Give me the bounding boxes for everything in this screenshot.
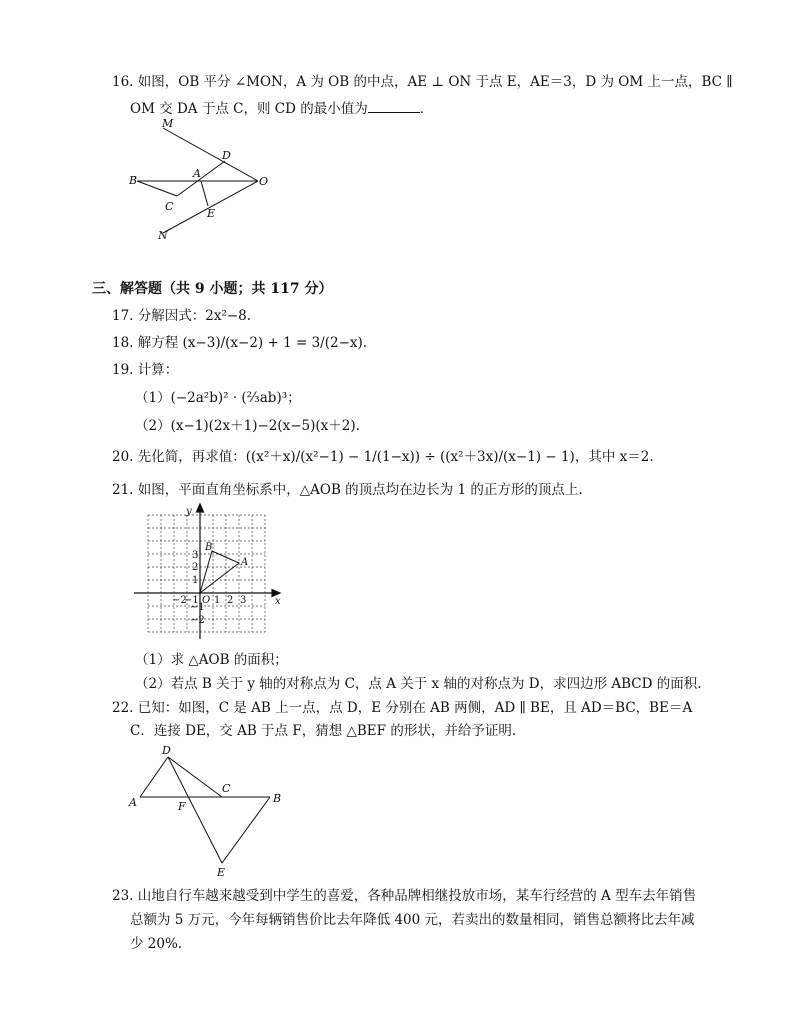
label-N: N — [158, 229, 168, 242]
triangle-aob — [200, 551, 239, 593]
tick-x-1: 1 — [214, 595, 221, 606]
segment-de — [168, 757, 222, 863]
label-O: O — [259, 175, 269, 188]
q19-part2: （2）(x−1)(2x＋1)−2(x−5)(x＋2). — [135, 418, 360, 434]
q16-line2 — [130, 98, 433, 119]
segment-ad — [140, 757, 168, 797]
label-C: C — [165, 200, 174, 213]
label-B: B — [129, 174, 138, 187]
q19-title: 19. 计算： — [112, 362, 179, 378]
point-b-label: B — [205, 542, 213, 553]
label-E: E — [217, 866, 226, 879]
q16-line2-pre: OM 交 DA 于点 C，则 CD 的最小值为 — [130, 101, 368, 117]
tick-x-3: 3 — [240, 595, 247, 606]
q23-line3: 少 20%. — [130, 936, 183, 952]
axis-x-label: x — [275, 596, 281, 607]
segment-dc — [168, 757, 222, 797]
segment-ae — [201, 181, 208, 206]
section-heading: 三、解答题（共 9 小题；共 117 分） — [92, 281, 333, 297]
tick-x-neg2: −2 — [172, 595, 187, 606]
segment-cd — [177, 161, 225, 196]
q22-figure — [125, 740, 295, 880]
q22-line2: C．连接 DE，交 AB 于点 F，猜想 △BEF 的形状，并给予证明. — [130, 723, 517, 739]
label-B: B — [273, 792, 282, 805]
segment-bc — [137, 181, 177, 196]
label-D: D — [162, 744, 171, 757]
q21-part1: （1）求 △AOB 的面积； — [135, 652, 288, 668]
q23-line1: 23. 山地自行车越来越受到中学生的喜爱，各种品牌相继投放市场，某车行经营的 A 型车去年销售 — [112, 888, 697, 904]
label-F: F — [178, 800, 186, 813]
tick-y-1: 1 — [192, 575, 199, 586]
tick-y-neg2: −2 — [190, 615, 205, 626]
q17-text: 17. 分解因式：2x²−8. — [112, 308, 252, 324]
axis-y-label: y — [186, 506, 192, 517]
ray-om — [163, 128, 258, 181]
label-D: D — [222, 149, 231, 162]
q23-line2: 总额为 5 万元，今年每辆销售价比去年降低 400 元，若卖出的数量相同，销售总额将比去年减 — [130, 912, 695, 928]
tick-x-neg1: −1 — [184, 595, 199, 606]
q22-line1: 22. 已知：如图，C 是 AB 上一点，点 D，E 分别在 AB 两侧，AD ∥ BE，且 AD＝BC，BE＝A — [112, 700, 693, 716]
point-a-label: A — [241, 557, 249, 568]
q18-text: 18. 解方程 (x−3)/(x−2) + 1 = 3/(2−x). — [112, 335, 368, 351]
tick-y-3: 3 — [192, 550, 199, 561]
origin-label: O — [202, 595, 211, 606]
q16-line1: 16. 如图，OB 平分 ∠MON，A 为 OB 的中点，AE ⊥ ON 于点 E，AE＝3，D 为 OM 上一点，BC ∥ — [112, 74, 733, 90]
q21-part2: （2）若点 B 关于 y 轴的对称点为 C，点 A 关于 x 轴的对称点为 D，求四边形 ABCD 的面积. — [135, 676, 702, 692]
q21-text: 21. 如图，平面直角坐标系中，△AOB 的顶点均在边长为 1 的正方形的顶点上. — [112, 482, 583, 498]
q16-line2-post: ． — [419, 101, 434, 117]
y-axis-arrow — [197, 504, 204, 512]
label-A: A — [129, 796, 137, 809]
q16-figure — [125, 118, 275, 243]
answer-blank — [368, 98, 420, 113]
tick-y-neg1: −1 — [190, 602, 205, 613]
tick-y-2: 2 — [192, 562, 199, 573]
label-A: A — [193, 167, 201, 180]
q21-grid-figure — [130, 500, 285, 645]
tick-x-2: 2 — [227, 595, 234, 606]
label-C: C — [222, 782, 231, 795]
q20-text: 20. 先化简，再求值：((x²＋x)/(x²−1) − 1/(1−x)) ÷ ((x²＋3x)/(x−1) − 1)，其中 x＝2. — [112, 449, 654, 465]
segment-be — [222, 797, 270, 863]
q19-part1: （1）(−2a²b)² · (⅔ab)³； — [135, 390, 301, 406]
label-M: M — [162, 118, 174, 130]
label-E: E — [207, 207, 216, 220]
